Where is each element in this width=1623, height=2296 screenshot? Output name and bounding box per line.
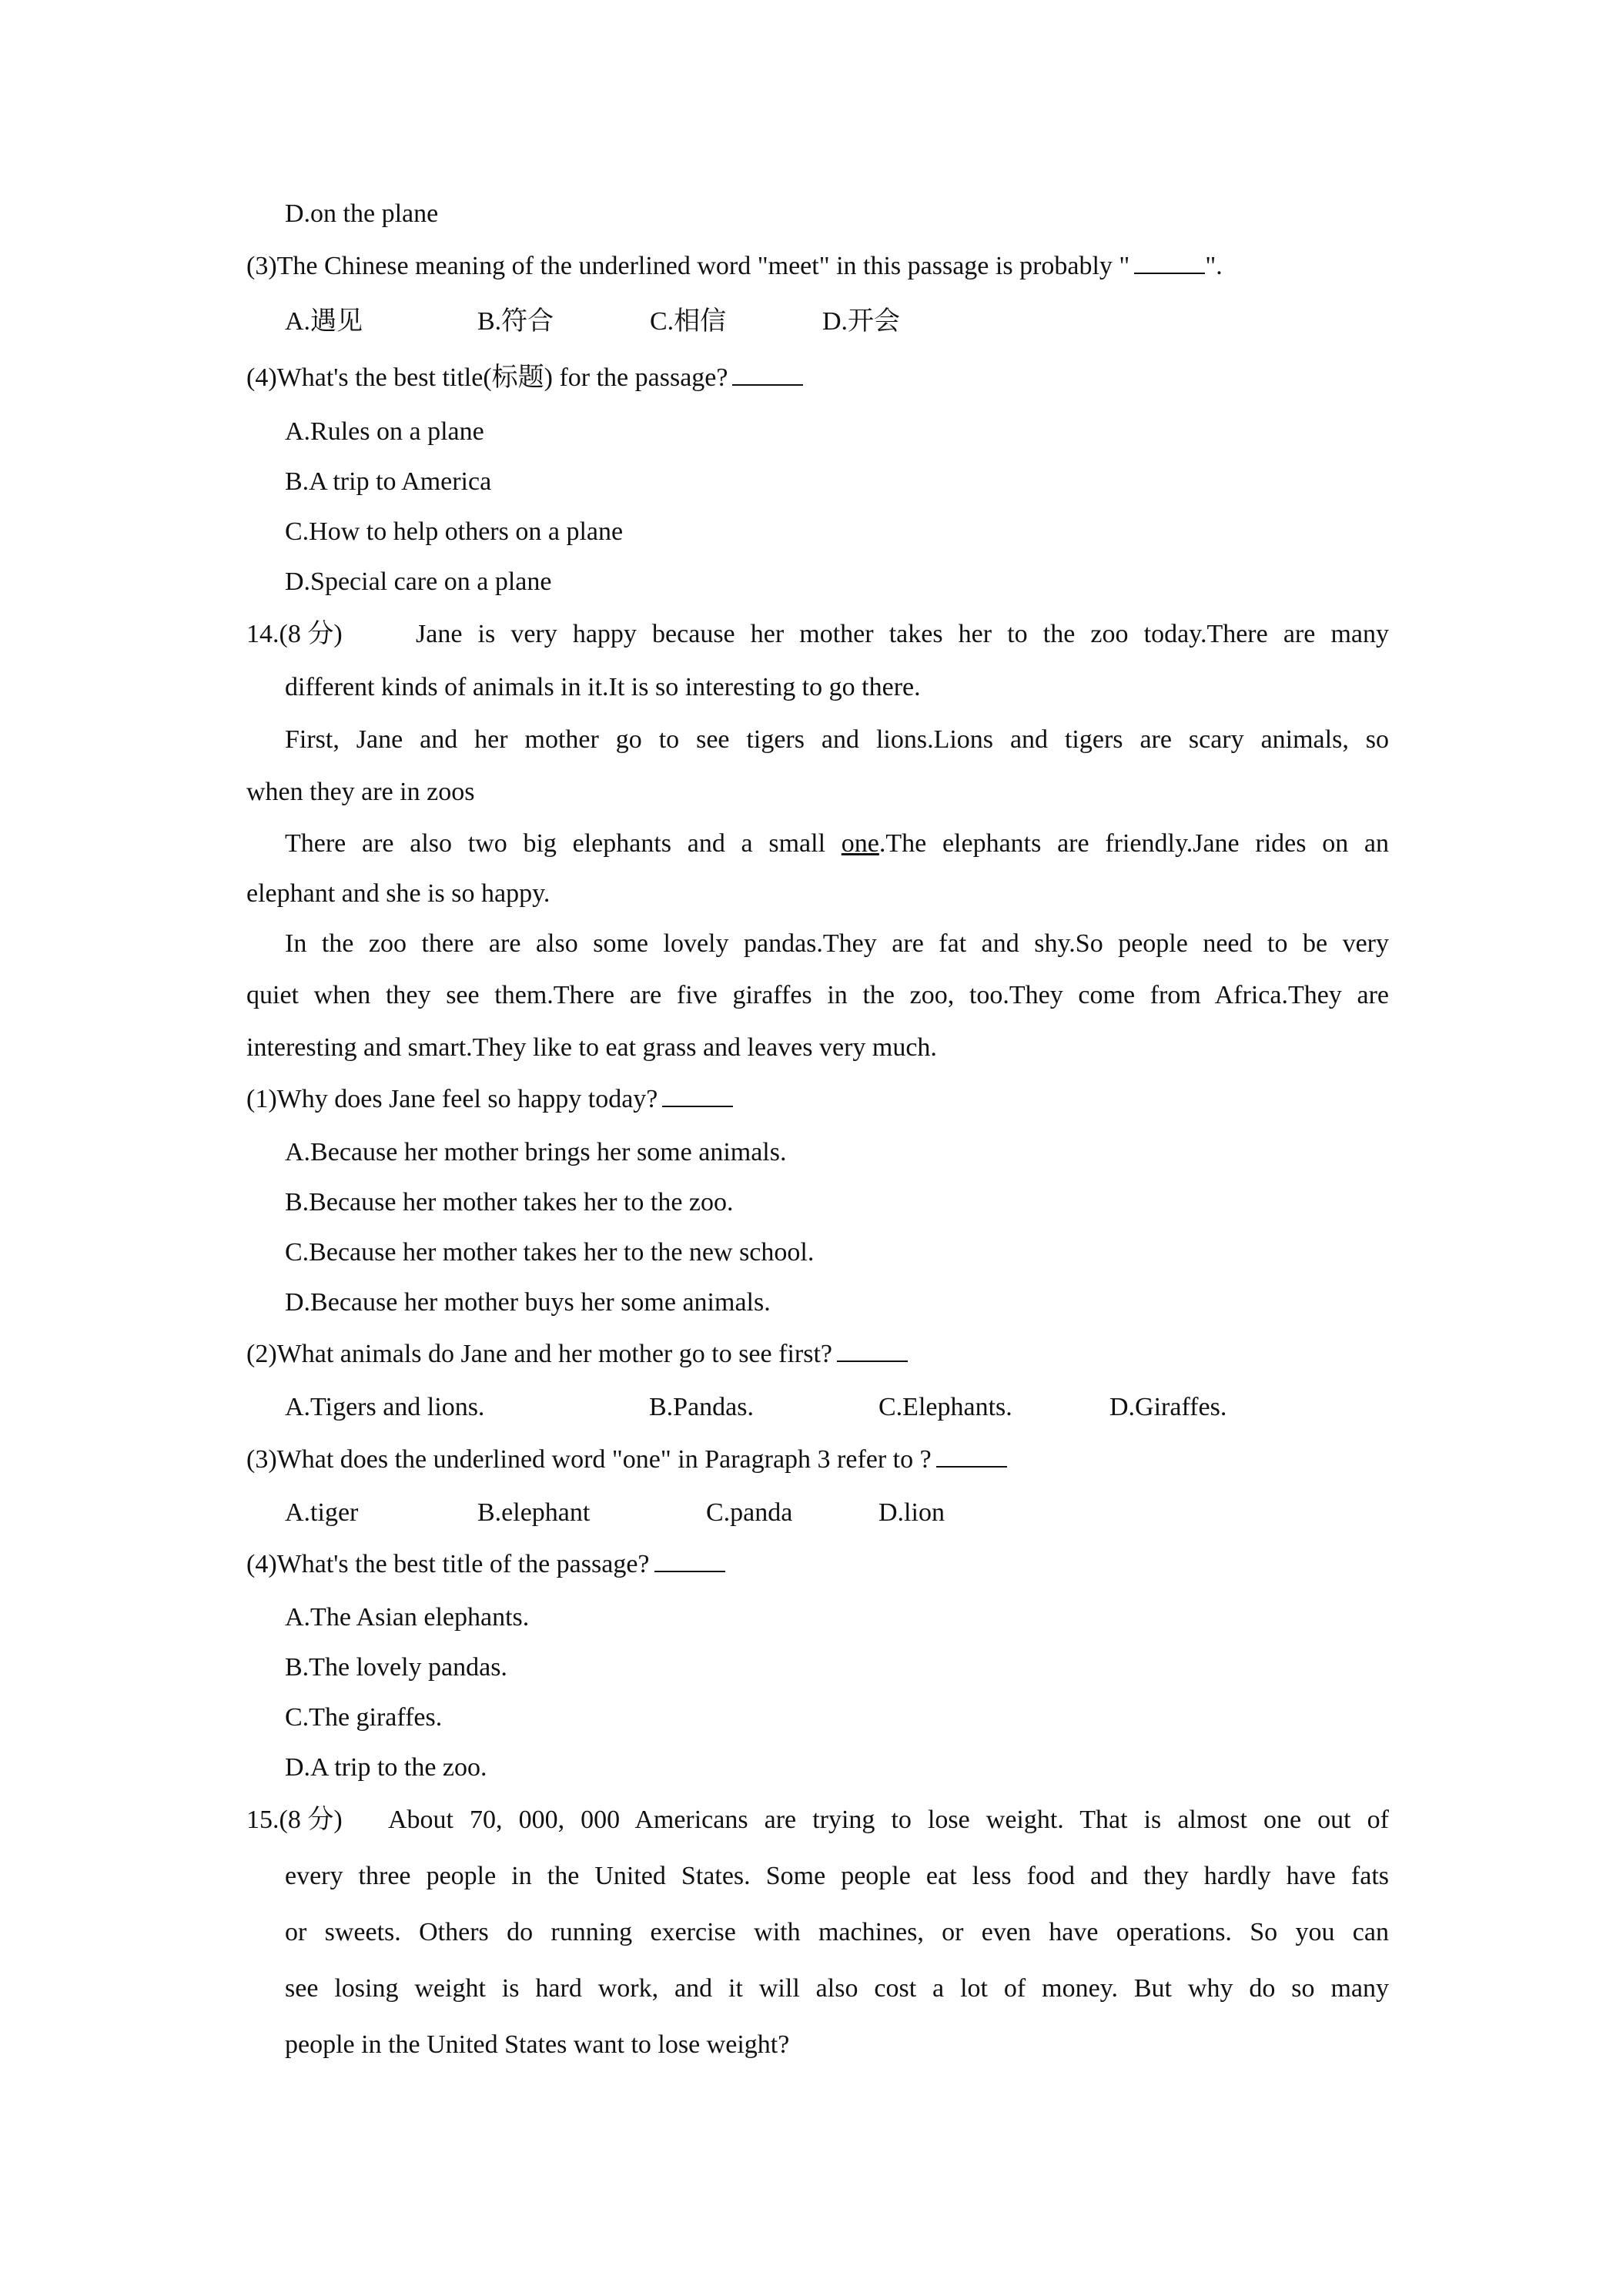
q13-sub3-text: The Chinese meaning of the underlined word "meet" in this passage is probably " [276,252,1130,280]
q14-sub1-num: (1) [246,1085,277,1113]
q13-sub3-num: (3) [246,252,277,280]
q14-sub4-num: (4) [246,1550,277,1578]
q13-option-d: D.on the plane [285,199,439,228]
q15-line1: About 70, 000, 000 Americans are trying to lose weight. That is almost one out of [388,1806,1389,1834]
answer-blank [662,1087,733,1107]
answer-blank [936,1448,1007,1468]
q14-paragraph2-line2: when they are in zoos [246,778,475,806]
q14-sub2-text: What animals do Jane and her mother go to see first? [276,1340,832,1368]
q13-sub4-option-c: C.How to help others on a plane [285,517,624,546]
q14-sub1-text: Why does Jane feel so happy today? [276,1085,658,1113]
q14-sub4-option-a: A.The Asian elephants. [285,1603,530,1632]
q14-sub1-option-d: D.Because her mother buys her some animals. [285,1288,771,1317]
q14-sub4-question [246,1549,725,1581]
q14-sub4-option-c: C.The giraffes. [285,1703,443,1732]
q13-sub4-option-b: B.A trip to America [285,467,492,496]
q14-paragraph4-line3: interesting and smart.They like to eat grass and leaves very much. [246,1033,937,1062]
answer-blank [837,1342,908,1362]
q14-paragraph3-line1 [285,828,1389,860]
q14-sub3-option-c: C.panda [706,1498,793,1527]
q13-sub3-question [246,251,1223,283]
q14-paragraph1-line1: Jane is very happy because her mother takes her to the zoo today.There are many [416,620,1389,648]
q14-paragraph1-line2: different kinds of animals in it.It is so interesting to go there. [285,673,921,701]
q14-sub1-question [246,1084,733,1116]
q14-paragraph3-line2: elephant and she is so happy. [246,879,550,908]
q15-line5: people in the United States want to lose weight? [285,2030,790,2059]
q14-paragraph3-text-end: .The elephants are friendly.Jane rides on an [878,829,1390,858]
q14-sub4-text: What's the best title of the passage? [276,1550,650,1578]
q14-sub3-text: What does the underlined word "one" in Paragraph 3 refer to ? [276,1445,932,1474]
q13-sub4-question [246,363,803,394]
q14-sub2-option-a: A.Tigers and lions. [285,1393,485,1421]
q14-sub3-num: (3) [246,1445,277,1474]
q14-paragraph2-line1: First, Jane and her mother go to see tigers and lions.Lions and tigers are scary animals, so [285,725,1389,754]
q14-sub1-option-a: A.Because her mother brings her some animals. [285,1138,787,1166]
q14-sub1-option-c: C.Because her mother takes her to the new school. [285,1238,815,1267]
q13-sub3-option-a: A.遇见 [285,307,363,336]
answer-blank [654,1552,725,1572]
q14-paragraph3-text: There are also two big elephants and a small [285,829,826,858]
q13-sub4-option-a: A.Rules on a plane [285,417,484,446]
q14-paragraph4-line1: In the zoo there are also some lovely pandas.They are fat and shy.So people need to be very [285,929,1389,958]
q14-sub2-option-d: D.Giraffes. [1109,1393,1227,1421]
q14-sub2-question [246,1339,908,1371]
q15-line2: every three people in the United States. Some people eat less food and they hardly have fats [285,1862,1389,1890]
answer-blank [1134,254,1205,274]
q13-sub4-num: (4) [246,363,277,392]
q13-sub3-option-c: C.相信 [650,307,727,336]
q15-header: 15.(8 分) [246,1806,343,1834]
q13-sub4-text: What's the best title(标题) for the passage? [276,363,728,392]
q14-sub3-option-d: D.lion [878,1498,945,1527]
q15-line4: see losing weight is hard work, and it will also cost a lot of money. But why do so many [285,1974,1389,2003]
q13-sub3-option-d: D.开会 [822,307,901,336]
underlined-word: one [841,829,879,858]
q14-sub2-option-c: C.Elephants. [878,1393,1012,1421]
q14-sub4-option-d: D.A trip to the zoo. [285,1753,487,1782]
q14-sub4-option-b: B.The lovely pandas. [285,1653,507,1682]
q15-line3: or sweets. Others do running exercise with machines, or even have operations. So you can [285,1918,1389,1946]
q14-sub2-num: (2) [246,1340,277,1368]
q14-sub1-option-b: B.Because her mother takes her to the zoo. [285,1188,734,1217]
q14-header: 14.(8 分) [246,620,343,648]
q14-paragraph4-line2: quiet when they see them.There are five giraffes in the zoo, too.They come from Africa.They are [246,981,1389,1009]
q13-sub3-option-b: B.符合 [477,307,554,336]
q13-sub4-option-d: D.Special care on a plane [285,567,552,596]
q14-sub2-option-b: B.Pandas. [649,1393,754,1421]
q13-sub3-text-end: ". [1205,252,1223,280]
answer-blank [732,366,803,386]
q14-sub3-option-b: B.elephant [477,1498,591,1527]
q14-sub3-question [246,1444,1007,1476]
q14-sub3-option-a: A.tiger [285,1498,359,1527]
